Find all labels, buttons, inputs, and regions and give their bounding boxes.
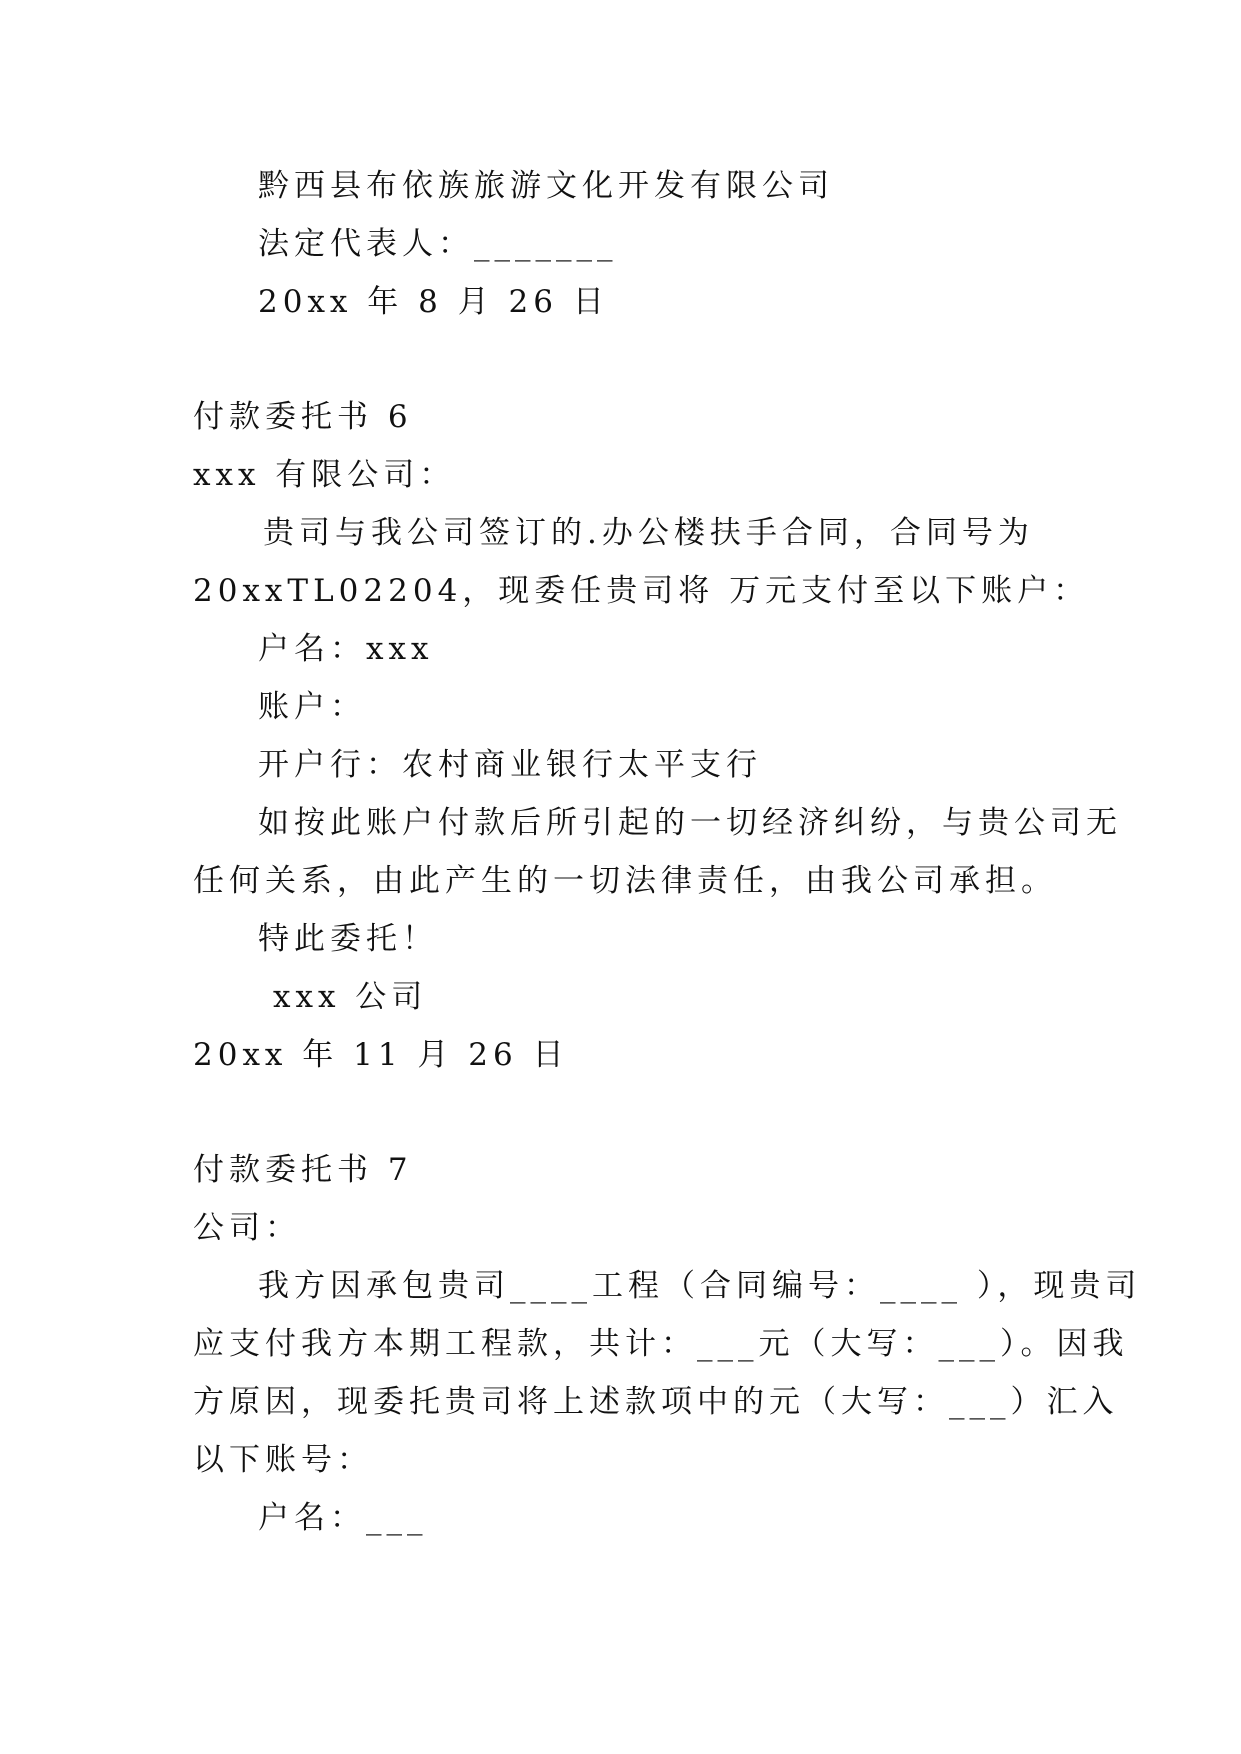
date-line: 20xx 年 11 月 26 日 bbox=[193, 1037, 569, 1073]
addressee: xxx 有限公司： bbox=[193, 457, 456, 493]
closing-line: 特此委托！ bbox=[258, 921, 438, 957]
company-name: 黔西县布依族旅游文化开发有限公司 bbox=[258, 168, 834, 204]
paragraph-line: 20xxTL02204，现委任贵司将 万元支付至以下账户： bbox=[193, 573, 1090, 609]
account-name-line: 户名：xxx bbox=[258, 631, 434, 667]
date-line: 20xx 年 8 月 26 日 bbox=[258, 284, 609, 320]
paragraph-line: 我方因承包贵司____工程（合同编号：____ ），现贵司 bbox=[258, 1268, 1142, 1304]
paragraph-line: 应支付我方本期工程款，共计：___元（大写：___）。因我 bbox=[193, 1326, 1129, 1362]
bank-line: 开户行：农村商业银行太平支行 bbox=[258, 747, 762, 783]
account-name-line: 户名：___ bbox=[258, 1500, 428, 1536]
paragraph-line: 贵司与我公司签订的.办公楼扶手合同，合同号为 bbox=[263, 515, 1034, 551]
section-title-7: 付款委托书 7 bbox=[193, 1152, 413, 1188]
paragraph-line: 以下账号： bbox=[193, 1442, 373, 1478]
paragraph-line: 任何关系，由此产生的一切法律责任，由我公司承担。 bbox=[193, 863, 1057, 899]
paragraph-line: 如按此账户付款后所引起的一切经济纠纷，与贵公司无 bbox=[258, 805, 1122, 841]
paragraph-line: 方原因，现委托贵司将上述款项中的元（大写：___）汇入 bbox=[193, 1384, 1119, 1420]
legal-representative-line: 法定代表人：_______ bbox=[258, 226, 618, 262]
addressee: 公司： bbox=[193, 1210, 301, 1246]
signature-company: xxx 公司 bbox=[273, 979, 428, 1015]
section-title-6: 付款委托书 6 bbox=[193, 399, 413, 435]
account-line: 账户： bbox=[258, 689, 366, 725]
